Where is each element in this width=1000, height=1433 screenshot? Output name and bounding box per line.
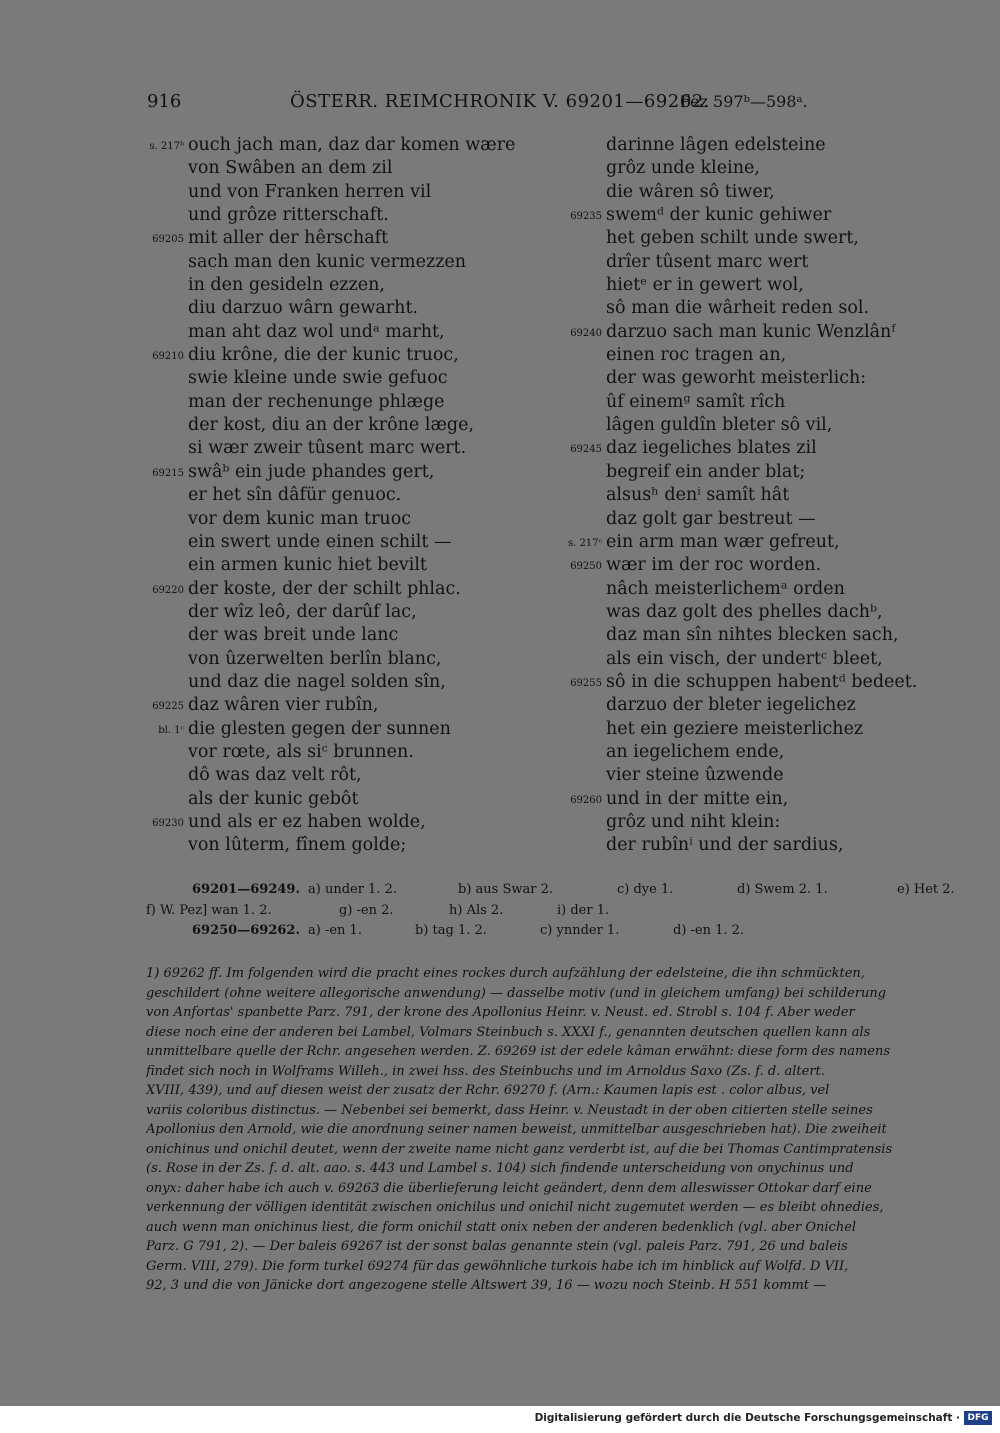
verse-text: darzuo sach man kunic Wenzlânᶠ [606, 321, 896, 342]
verse-line [152, 344, 515, 367]
apparatus-entry: d) -en 1. 2. [673, 923, 745, 938]
verse-line [606, 811, 917, 834]
note-line: Parz. G 791, 2). — Der baleis 69267 ist der sonst balas genannte stein (vgl. paleis Parz. 791, 26 und baleis [146, 1239, 848, 1254]
line-number: 69225 [152, 701, 184, 713]
note-line: 92, 3 und die von Jänicke dort angezogene stelle Altswert 39, 16 — wozu noch Steinb. H 551 kommt — [146, 1278, 827, 1293]
verse-text: man der rechenunge phlæge [188, 391, 445, 412]
pez-reference: Pez 597ᵇ—598ᵃ. [680, 92, 808, 111]
line-number: 69215 [152, 467, 184, 479]
verse-line [606, 508, 917, 531]
note-line: (s. Rose in der Zs. f. d. alt. aao. s. 443 und Lambel s. 104) sich findende unterscheidung von onychinus und [146, 1161, 854, 1176]
running-header [0, 91, 1000, 115]
verse-line [606, 624, 917, 647]
left-verse-column [149, 134, 516, 858]
line-number: 69255 [570, 677, 602, 689]
verse-line [188, 367, 515, 390]
verse-line [570, 554, 917, 577]
verse-line [188, 671, 515, 694]
verse-line [188, 554, 515, 577]
funding-credit: Digitalisierung gefördert durch die Deutsche Forschungsgemeinschaft · [534, 1412, 960, 1424]
verse-text: mit aller der hêrschaft [188, 228, 389, 249]
apparatus-entry: g) -en 2. [339, 903, 394, 918]
verse-line [158, 718, 515, 741]
apparatus-entry: b) tag 1. 2. [415, 923, 487, 938]
footer-bar [0, 1408, 1000, 1433]
verse-text: der was breit unde lanc [188, 625, 399, 646]
verse-line [606, 181, 917, 204]
verse-text: daz man sîn nihtes blecken sach, [606, 625, 899, 646]
line-number: s. 217ᶜ [567, 537, 602, 549]
verse-line [606, 601, 917, 624]
verse-line [606, 718, 917, 741]
verse-text: alsusʰ denⁱ samît hât [606, 485, 790, 506]
verse-text: swâᵇ ein jude phandes gert, [188, 461, 435, 482]
right-verse-column [567, 134, 918, 858]
verse-text: der wîz leô, der darûf lac, [188, 601, 417, 622]
apparatus-range: 69201—69249. [192, 882, 300, 897]
verse-text: der kost, diu an der krône læge, [188, 415, 475, 436]
verse-line [149, 134, 516, 157]
verse-line [188, 251, 515, 274]
apparatus-entry: h) Als 2. [449, 903, 504, 918]
verse-line [188, 741, 515, 764]
verse-line [606, 648, 917, 671]
verse-text: ûf einemᵍ samît rîch [606, 391, 786, 412]
apparatus-entry: i) der 1. [557, 903, 610, 918]
note-line: auch wenn man onichinus liest, die form onichil statt onix neben der anderen bedenklich (vgl. aber Onichel [146, 1219, 857, 1235]
verse-text: der koste, der der schilt phlac. [188, 578, 461, 599]
verse-text: swemᵈ der kunic gehiwer [606, 205, 832, 226]
line-number: 69245 [570, 444, 602, 456]
running-title: ÖSTERR. REIMCHRONIK V. 69201—69262. [290, 91, 710, 112]
verse-text: sô in die schuppen habentᵈ bedeet. [606, 671, 918, 692]
apparatus-entry: e) Het 2. [897, 882, 955, 897]
verse-text: er het sîn dâfür genuoc. [188, 485, 402, 506]
verse-text: lâgen guldîn bleter sô vil, [606, 415, 833, 436]
verse-text: wær im der roc worden. [606, 555, 822, 576]
verse-text: der was geworht meisterlich: [606, 368, 867, 389]
verse-text: und in der mitte ein, [606, 788, 789, 809]
note-line: findet sich noch in Wolframs Willeh., in zwei hss. des Steinbuchs und im Arnoldus Saxo (Zs. f. d. altert. [146, 1063, 825, 1079]
line-number: 69210 [152, 351, 184, 363]
note-line: XVIII, 439), und auf diesen weist der zusatz der Rchr. 69270 f. (Arn.: Kaumen lapis est . color albus, vel [146, 1083, 830, 1098]
verse-text: hietᵉ er in gewert wol, [606, 275, 804, 296]
verse-text: darinne lâgen edelsteine [606, 135, 826, 155]
verse-text: ein swert unde einen schilt — [188, 531, 452, 552]
verse-text: von Swâben an dem zil [188, 158, 393, 179]
verse-line [188, 204, 515, 227]
verse-line [606, 461, 917, 484]
verse-line [606, 834, 917, 857]
verse-text: als der kunic gebôt [188, 788, 359, 809]
verse-line [606, 578, 917, 601]
verse-line [606, 274, 917, 297]
verse-line [188, 508, 515, 531]
verse-line [570, 788, 917, 811]
verse-text: der rubînⁱ und der sardius, [606, 835, 844, 856]
apparatus-entry: a) under 1. 2. [308, 882, 398, 897]
verse-line [188, 274, 515, 297]
verse-text: grôz unde kleine, [606, 158, 760, 179]
line-number: s. 217ᵇ [149, 141, 184, 152]
verse-line [188, 157, 515, 180]
verse-line [606, 344, 917, 367]
apparatus-range: 69250—69262. [192, 923, 300, 938]
verse-line [606, 391, 917, 414]
line-number: 69220 [152, 584, 184, 596]
verse-line [188, 601, 515, 624]
verse-line [152, 227, 515, 250]
note-line: onichinus und onichil deutet, wenn der zweite name nicht ganz verderbt ist, auf die bei Thomas Cantimpratensis [146, 1141, 893, 1157]
verse-line [606, 251, 917, 274]
line-number: 69250 [570, 561, 602, 573]
verse-line [606, 694, 917, 717]
verse-text: von ûzerwelten berlîn blanc, [188, 648, 442, 669]
verse-line [606, 157, 917, 180]
apparatus-entry: c) dye 1. [617, 882, 674, 897]
verse-line [188, 648, 515, 671]
note-line: variis coloribus distinctus. — Nebenbei sei bemerkt, dass Heinr. v. Neustadt in der oben citierten stelle seines [146, 1102, 873, 1118]
verse-line [606, 414, 917, 437]
verse-line [188, 788, 515, 811]
verse-text: und grôze ritterschaft. [188, 205, 389, 226]
verse-text: dô was daz velt rôt, [188, 765, 362, 786]
line-number: 69230 [152, 817, 184, 829]
apparatus-entry: a) -en 1. [308, 923, 362, 938]
verse-line [567, 531, 917, 554]
verse-text: begreif ein ander blat; [606, 461, 806, 482]
verse-text: in den gesideln ezzen, [188, 275, 385, 296]
verse-text: was daz golt des phelles dachᵇ, [606, 601, 883, 622]
page-number: 916 [147, 91, 182, 112]
verse-text: si wær zweir tûsent marc wert. [188, 438, 467, 459]
verse-text: daz iegeliches blates zil [606, 438, 817, 459]
verse-text: nâch meisterlichemᵃ orden [606, 578, 845, 599]
verse-line [152, 811, 515, 834]
verse-text: vor dem kunic man truoc [188, 508, 412, 529]
line-number: 69260 [570, 794, 602, 806]
verse-line [188, 391, 515, 414]
verse-text: man aht daz wol undᵃ marht, [188, 321, 445, 342]
apparatus-entry: b) aus Swar 2. [458, 882, 553, 897]
verse-line [188, 437, 515, 460]
line-number: 69235 [570, 211, 602, 223]
verse-text: drîer tûsent marc wert [606, 251, 809, 272]
verse-text: von lûterm, fînem golde; [188, 835, 407, 856]
verse-text: diu krône, die der kunic truoc, [188, 345, 459, 366]
apparatus-entry: d) Swem 2. 1. [737, 882, 828, 897]
verse-text: und von Franken herren vil [188, 181, 432, 202]
verse-text: sô man die wârheit reden sol. [606, 298, 870, 319]
verse-text: ein armen kunic hiet bevilt [188, 555, 427, 576]
verse-line [188, 484, 515, 507]
verse-text: vor rœte, als siᶜ brunnen. [188, 741, 414, 762]
verse-line [606, 297, 917, 320]
dfg-logo: DFG [964, 1411, 992, 1425]
verse-text: vier steine ûzwende [606, 765, 784, 786]
verse-text: die glesten gegen der sunnen [188, 718, 451, 739]
verse-line [188, 624, 515, 647]
verse-text: und als er ez haben wolde, [188, 811, 426, 832]
verse-text: darzuo der bleter iegelichez [606, 695, 856, 716]
verse-text: diu darzuo wârn gewarht. [188, 298, 419, 319]
verse-line [570, 204, 917, 227]
note-line: von Anfortas' spanbette Parz. 791, der krone des Apollonius Heinr. v. Neust. ed. Strobl s. 104 f. Aber weder [146, 1005, 855, 1020]
verse-text: einen roc tragen an, [606, 345, 787, 366]
footnotes [146, 964, 961, 1296]
verse-line [152, 578, 515, 601]
verse-text: grôz und niht klein: [606, 811, 781, 832]
note-line: onyx: daher habe ich auch v. 69263 die überlieferung leicht geändert, denn dem alleswisser Ottokar darf eine [146, 1180, 872, 1196]
verse-text: het geben schilt unde swert, [606, 228, 859, 249]
apparatus-entry: f) W. Pez] wan 1. 2. [146, 903, 272, 918]
verse-text: swie kleine unde swie gefuoc [188, 368, 448, 389]
verse-text: und daz die nagel solden sîn, [188, 671, 446, 692]
verse-line [188, 834, 515, 857]
note-line: geschildert (ohne weitere allegorische anwendung) — dasselbe motiv (und in gleichem umfang) bei schilderung [146, 985, 887, 1001]
verse-text: an iegelichem ende, [606, 741, 785, 762]
note-line: verkennung der völligen identität zwischen onichilus und onichil nicht zugemutet werden — es bleibt ohnedies, [146, 1200, 884, 1215]
verse-line [152, 461, 515, 484]
apparatus-entry: c) ynnder 1. [540, 923, 620, 938]
verse-line [606, 367, 917, 390]
verse-text: sach man den kunic vermezzen [188, 251, 467, 272]
line-number: 69240 [570, 327, 602, 339]
note-line: diese noch eine der anderen bei Lambel, Volmars Steinbuch s. XXXI f., genannten deutschen quellen kann als [146, 1024, 871, 1040]
verse-line [570, 671, 918, 694]
verse-text: als ein visch, der undertᶜ bleet, [606, 648, 883, 669]
line-number: 69205 [152, 234, 184, 246]
verse-line [606, 764, 917, 787]
verse-line [570, 437, 917, 460]
verse-text: ein arm man wær gefreut, [606, 531, 840, 552]
verse-line [606, 134, 917, 157]
note-line: Germ. VIII, 279). Die form turkel 69274 für das gewöhnliche turkois habe ich im hinblick auf Wolfd. D VII, [146, 1258, 849, 1274]
verse-text: het ein geziere meisterlichez [606, 718, 864, 739]
verse-line [606, 741, 917, 764]
verse-line [188, 764, 515, 787]
verse-line [606, 484, 917, 507]
verse-text: daz golt gar bestreut — [606, 508, 816, 529]
verse-line [188, 321, 515, 344]
verse-line [188, 297, 515, 320]
verse-line [188, 531, 515, 554]
verse-line [188, 414, 515, 437]
note-line: 1) 69262 ff. Im folgenden wird die pracht eines rockes durch aufzählung der edelsteine, die ihn schmückten, [146, 966, 865, 981]
note-line: Apollonius den Arnold, wie die anordnung seiner namen beweist, unmittelbar ausgeschrieben hat). Die zweiheit [146, 1122, 887, 1137]
verse-line [570, 321, 917, 344]
line-number: bl. 1ᶜ [158, 724, 184, 736]
verse-text: ouch jach man, daz dar komen wære [188, 135, 516, 155]
verse-text: daz wâren vier rubîn, [188, 695, 379, 716]
verse-line [152, 694, 515, 717]
verse-text: die wâren sô tiwer, [606, 181, 775, 202]
note-line: unmittelbare quelle der Rchr. angesehen werden. Z. 69269 ist der edele kâman erwähnt: diese form des namens [146, 1044, 891, 1059]
verse-line [606, 227, 917, 250]
verse-line [188, 181, 515, 204]
